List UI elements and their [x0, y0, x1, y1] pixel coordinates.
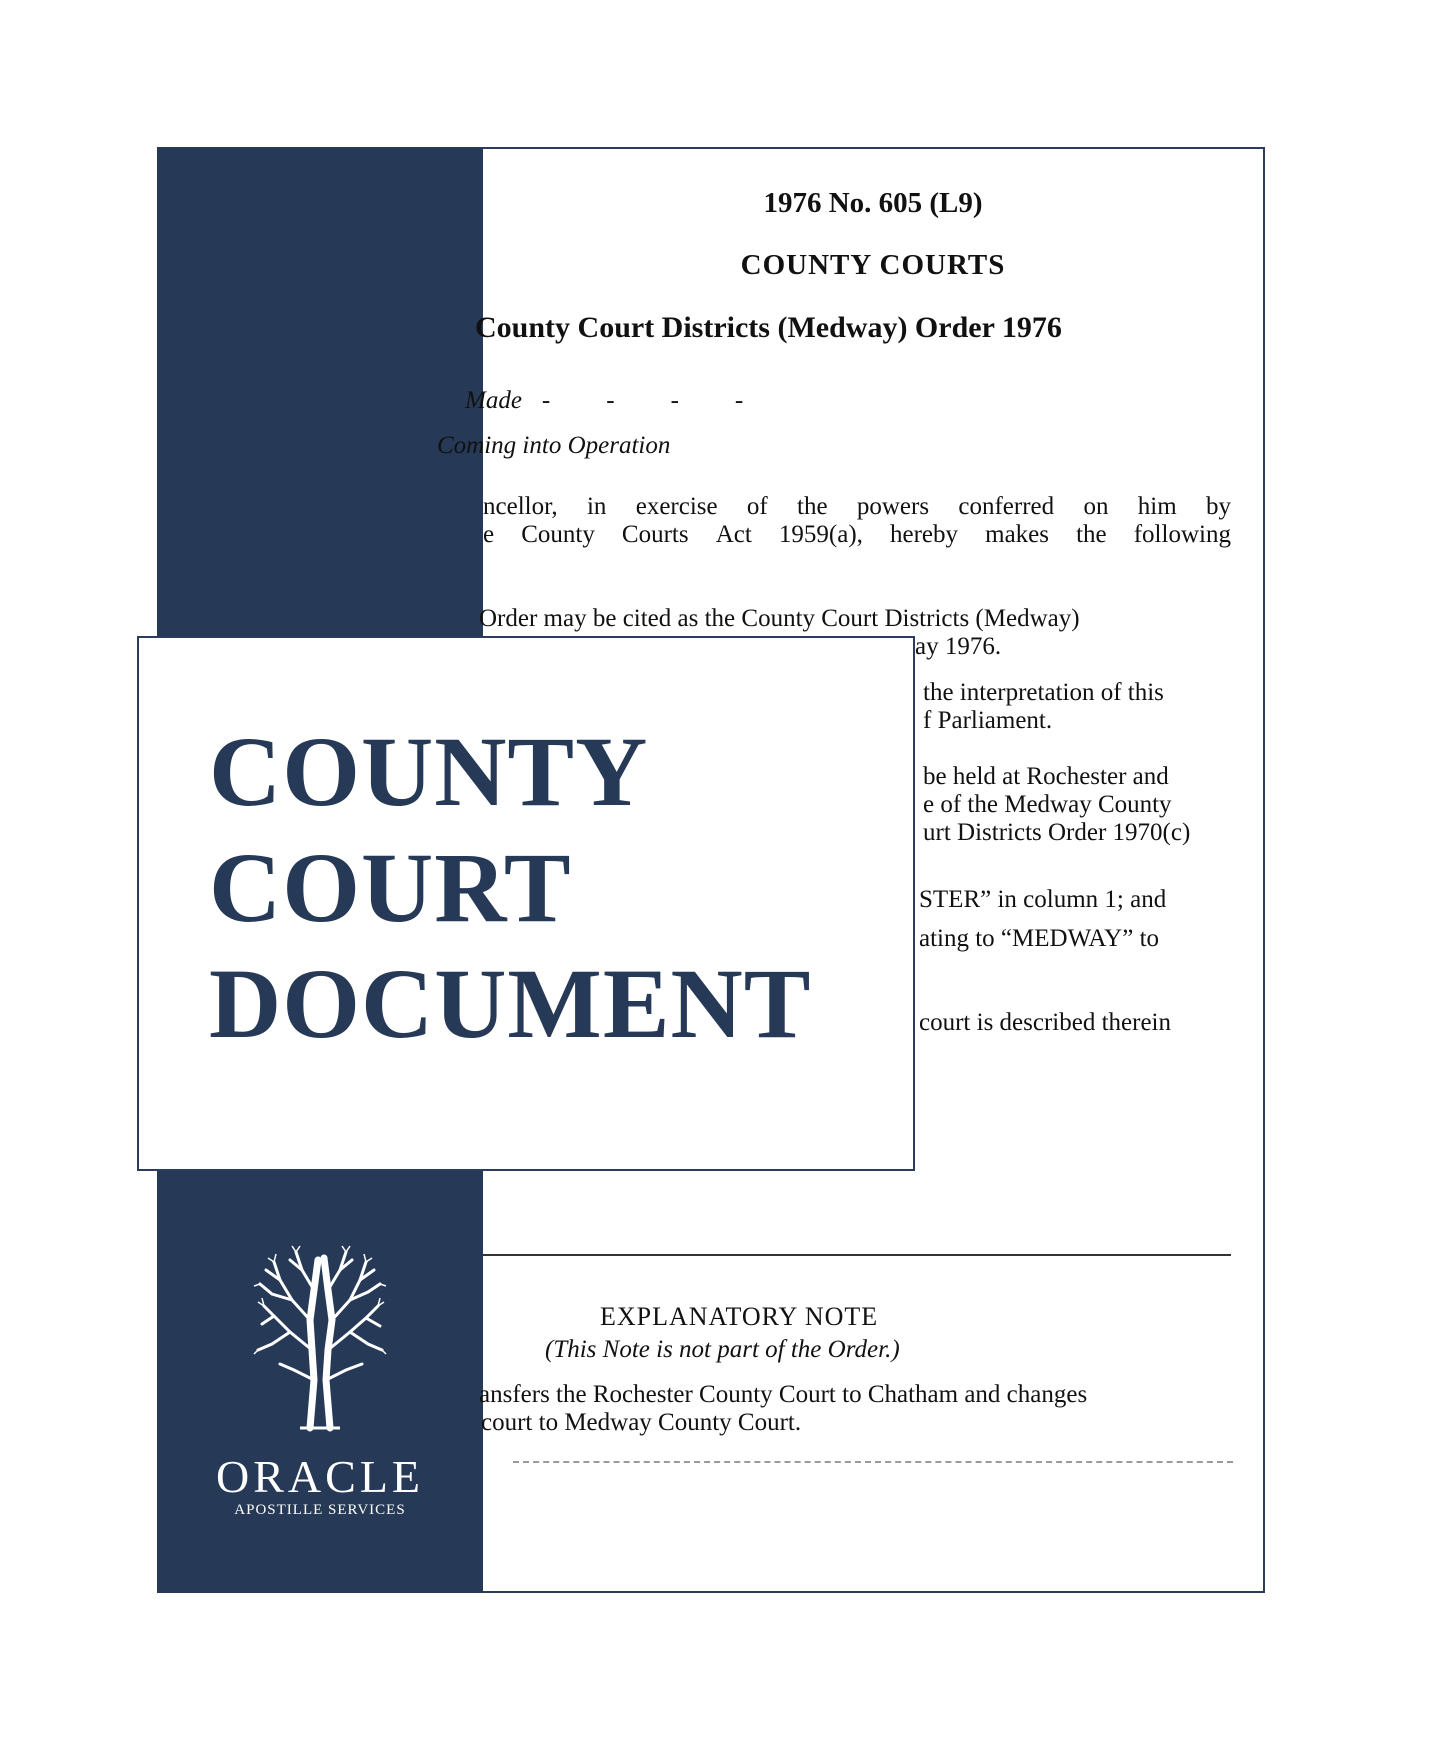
oracle-logo — [157, 1240, 483, 1520]
paragraph-1-line-1: Order may be cited as the County Court Districts (Medway) — [479, 605, 1080, 632]
faded-scan-line — [513, 1461, 1233, 1463]
paragraph-2-line-2: f Parliament. — [923, 707, 1053, 734]
paragraph-5-line-1: court is described therein — [919, 1009, 1171, 1036]
section-divider — [483, 1254, 1231, 1256]
paragraph-4-line-2: ating to “MEDWAY” to — [919, 925, 1160, 952]
coming-into-operation-label: Coming into Operation — [437, 432, 671, 459]
overlay-title-line-2: COURT — [209, 832, 572, 943]
explanatory-line-1: ansfers the Rochester County Court to Chatham and changes — [479, 1381, 1088, 1408]
logo-wordmark: ORACLE — [216, 1451, 424, 1502]
paragraph-4-line-1: STER” in column 1; and — [919, 886, 1167, 913]
tree-icon — [250, 1240, 390, 1430]
order-subject: COUNTY COURTS — [740, 249, 1006, 281]
paragraph-2-line-1: the interpretation of this — [923, 679, 1164, 706]
paragraph-3-line-3: urt Districts Order 1970(c) — [923, 819, 1191, 846]
paragraph-3-line-1: be held at Rochester and — [923, 763, 1169, 790]
paragraph-3-line-2: e of the Medway County — [923, 791, 1172, 818]
explanatory-note-subheading: (This Note is not part of the Order.) — [545, 1336, 900, 1363]
overlay-title-line-3: DOCUMENT — [209, 948, 812, 1059]
explanatory-line-2: court to Medway County Court. — [481, 1409, 802, 1436]
order-number: 1976 No. 605 (L9) — [763, 187, 983, 219]
explanatory-note-heading: EXPLANATORY NOTE — [600, 1302, 879, 1331]
preamble-line-1: ncellor, in exercise of the powers conferred on him by — [483, 493, 1231, 520]
paragraph-1-line-2: ay 1976. — [915, 633, 1002, 660]
overlay-title-line-1: COUNTY — [209, 716, 649, 827]
made-label: Made - - - - — [465, 387, 744, 414]
order-title: County Court Districts (Medway) Order 1976 — [475, 311, 1062, 344]
title-overlay-card — [137, 636, 915, 1171]
preamble-line-2: e County Courts Act 1959(a), hereby makes the following — [483, 521, 1231, 548]
logo-tagline: APOSTILLE SERVICES — [234, 1502, 406, 1518]
